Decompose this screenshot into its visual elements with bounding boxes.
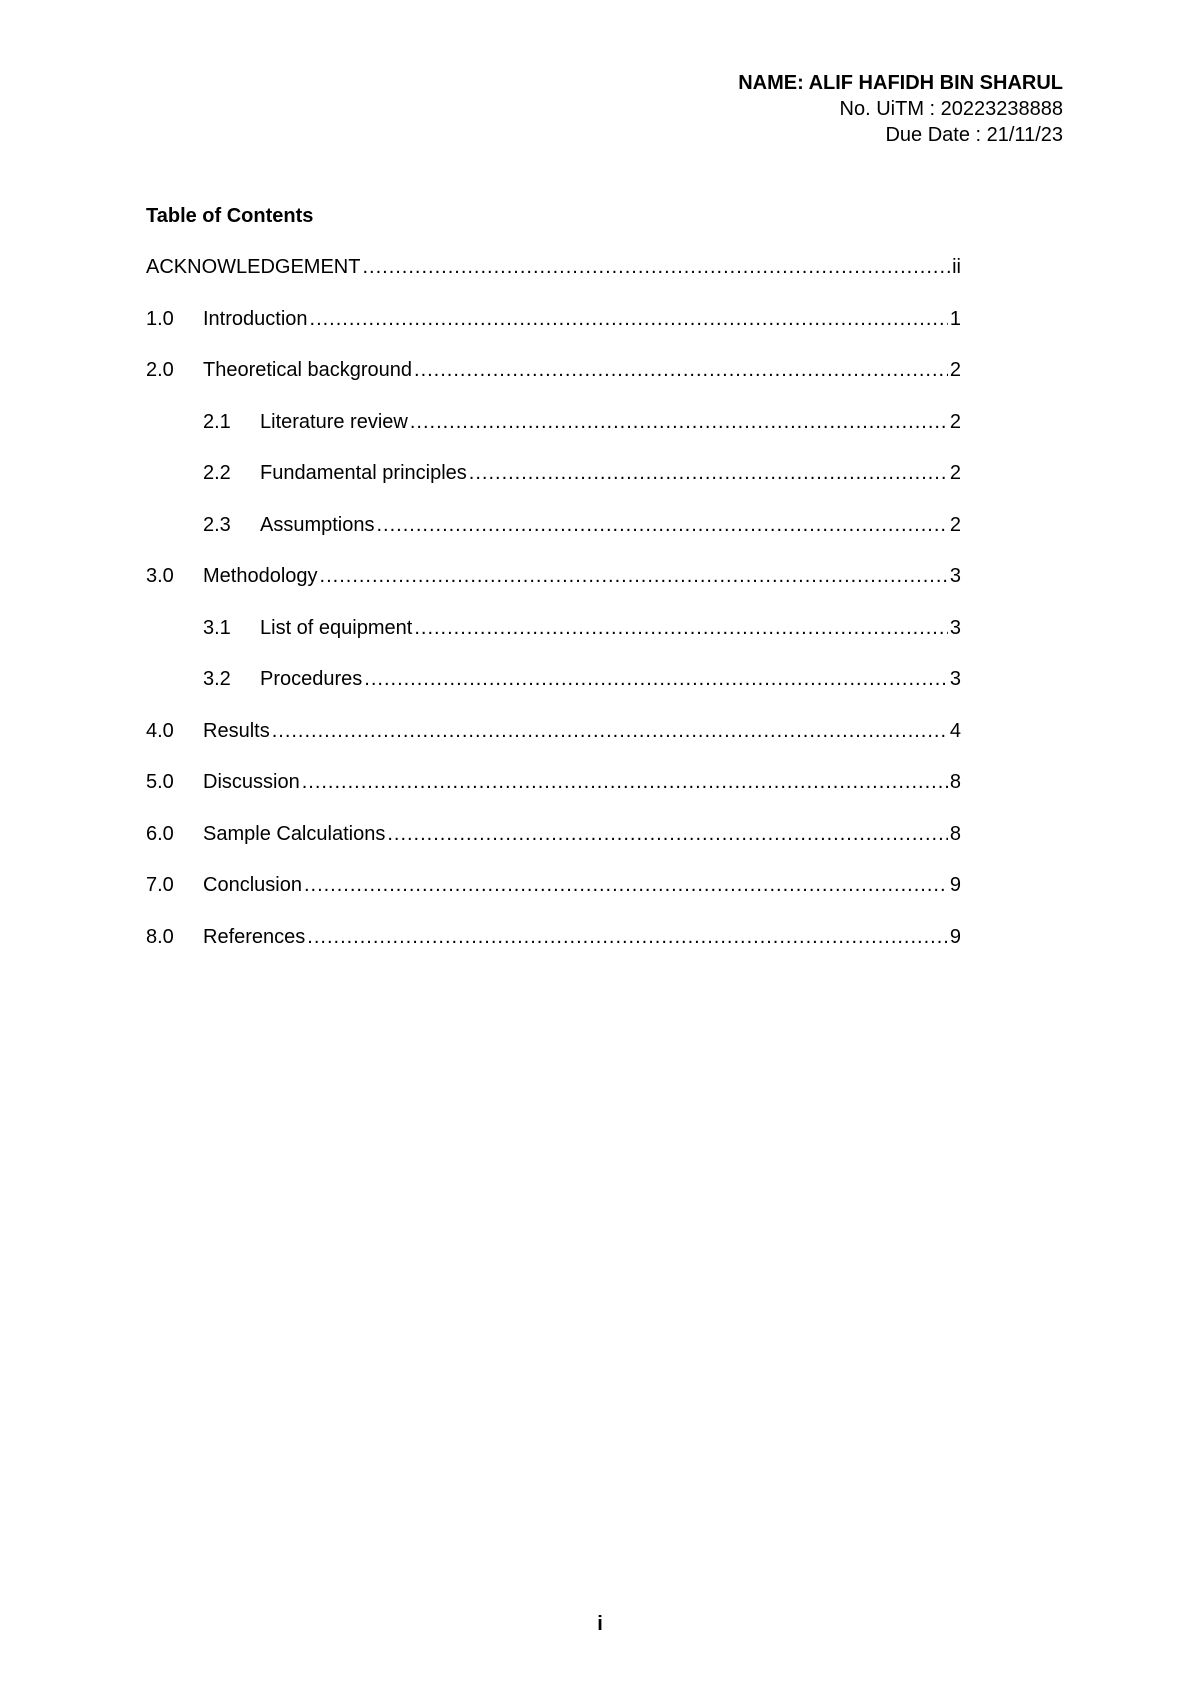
- toc-entry-page: 8: [949, 822, 961, 845]
- toc-entry-number: 3.1: [203, 616, 231, 639]
- toc-entry-sample-calculations[interactable]: [146, 823, 961, 875]
- toc-entry-page: 2: [949, 410, 961, 433]
- toc-entry-page: 3: [949, 668, 961, 690]
- due-date: Due Date : 21/11/23: [885, 124, 1063, 146]
- toc-entry-procedures[interactable]: [146, 668, 961, 720]
- toc-entry-label: ACKNOWLEDGEMENT: [146, 256, 361, 278]
- toc-entry-label: References: [203, 925, 306, 948]
- toc-entry-fundamental-principles[interactable]: [146, 462, 961, 514]
- toc-entry-introduction[interactable]: [146, 308, 961, 360]
- toc-entry-theoretical-background[interactable]: [146, 359, 961, 411]
- toc-entry-page: 9: [949, 925, 961, 948]
- toc-entry-acknowledgement[interactable]: [146, 256, 961, 308]
- toc-entry-page: 1: [949, 307, 961, 330]
- toc-entry-page: 2: [949, 462, 961, 484]
- toc-entry-number: 5.0: [146, 771, 174, 793]
- toc-leader-dots: [302, 771, 948, 794]
- toc-entry-page: 8: [949, 771, 961, 793]
- toc-entry-label: Discussion: [203, 771, 300, 793]
- toc-entry-literature-review[interactable]: [146, 411, 961, 463]
- toc-leader-dots: [304, 874, 948, 897]
- toc-entry-number: 3.0: [146, 565, 174, 587]
- toc-leader-dots: [362, 256, 950, 279]
- toc-entry-number: 6.0: [146, 822, 174, 845]
- toc-entry-number: 3.2: [203, 668, 231, 690]
- toc-leader-dots: [320, 565, 948, 588]
- toc-entry-number: 4.0: [146, 719, 174, 742]
- toc-leader-dots: [364, 668, 948, 691]
- toc-entry-label: Fundamental principles: [260, 462, 467, 484]
- toc-leader-dots: [414, 359, 948, 382]
- toc-entry-page: 2: [949, 359, 961, 381]
- toc-entry-discussion[interactable]: [146, 771, 961, 823]
- toc-entry-number: 2.1: [203, 410, 231, 433]
- toc-leader-dots: [410, 411, 948, 434]
- toc-entry-number: 2.3: [203, 513, 231, 536]
- toc-entry-number: 1.0: [146, 307, 174, 330]
- toc-entry-label: Sample Calculations: [203, 822, 386, 845]
- toc-entry-assumptions[interactable]: [146, 514, 961, 566]
- toc-entry-methodology[interactable]: [146, 565, 961, 617]
- student-name: NAME: ALIF HAFIDH BIN SHARUL: [738, 72, 1063, 94]
- toc-entry-page: 4: [949, 719, 961, 742]
- toc-leader-dots: [387, 823, 948, 846]
- toc-entry-label: Assumptions: [260, 513, 375, 536]
- page-number: i: [597, 1613, 603, 1635]
- toc-title: Table of Contents: [146, 205, 314, 227]
- document-header: [738, 70, 1063, 148]
- toc-entry-page: 2: [949, 513, 961, 536]
- toc-leader-dots: [469, 462, 948, 485]
- toc-leader-dots: [310, 308, 948, 331]
- toc-entry-label: List of equipment: [260, 616, 413, 639]
- toc-leader-dots: [272, 720, 948, 743]
- toc-entry-label: Conclusion: [203, 874, 302, 896]
- table-of-contents: [146, 256, 961, 977]
- toc-entry-number: 2.0: [146, 359, 174, 381]
- toc-leader-dots: [414, 617, 948, 640]
- toc-entry-label: Theoretical background: [203, 359, 413, 381]
- toc-leader-dots: [307, 926, 948, 949]
- toc-entry-number: 2.2: [203, 462, 231, 484]
- toc-entry-page: ii: [952, 256, 961, 278]
- toc-entry-label: Literature review: [260, 410, 408, 433]
- toc-entry-label: Procedures: [260, 668, 363, 690]
- toc-entry-label: Results: [203, 719, 270, 742]
- toc-entry-page: 3: [949, 616, 961, 639]
- toc-entry-label: Introduction: [203, 307, 308, 330]
- toc-entry-label: Methodology: [203, 565, 318, 587]
- toc-entry-number: 7.0: [146, 874, 174, 896]
- toc-entry-number: 8.0: [146, 925, 174, 948]
- uitm-number: No. UiTM : 20223238888: [839, 98, 1063, 120]
- toc-entry-conclusion[interactable]: [146, 874, 961, 926]
- toc-entry-page: 3: [949, 565, 961, 587]
- toc-entry-references[interactable]: [146, 926, 961, 978]
- toc-leader-dots: [377, 514, 948, 537]
- toc-entry-list-of-equipment[interactable]: [146, 617, 961, 669]
- toc-entry-results[interactable]: [146, 720, 961, 772]
- toc-entry-page: 9: [949, 874, 961, 896]
